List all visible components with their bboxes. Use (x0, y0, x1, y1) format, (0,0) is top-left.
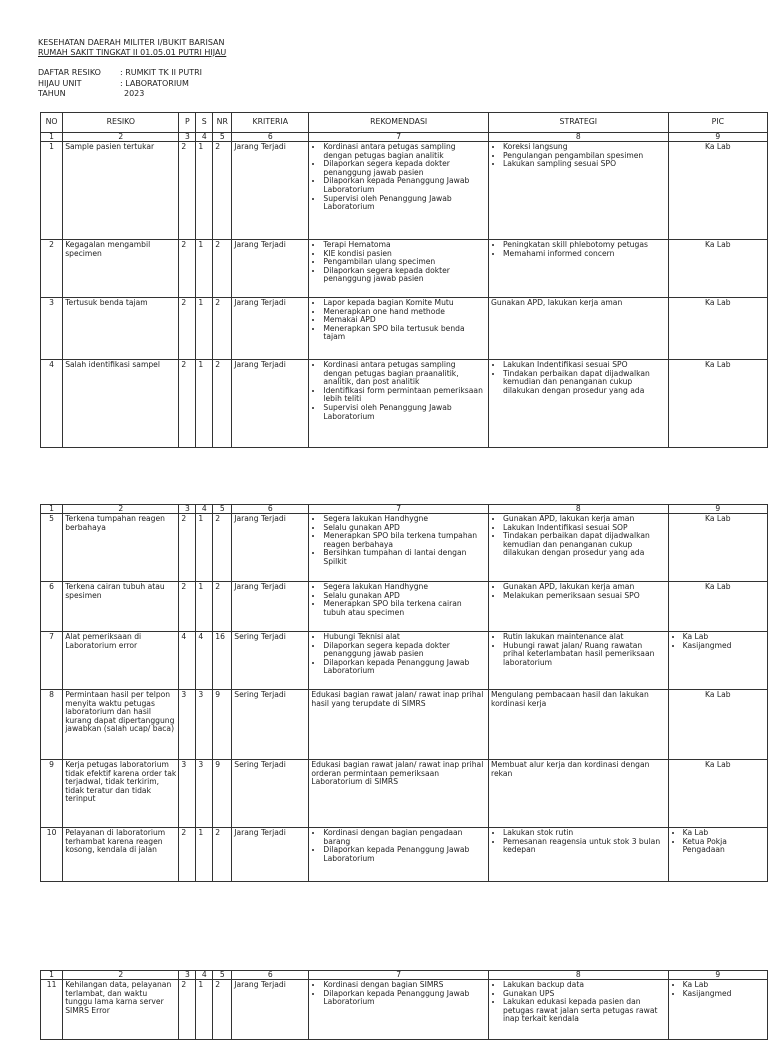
rekomendasi-cell-list (311, 361, 486, 421)
bullet-item: • Supervisi oleh Penanggung Jawab Laboratorium (323, 195, 486, 212)
col-header: S (196, 113, 213, 133)
bullet-item: • Segera lakukan Handhygne (323, 515, 486, 524)
resiko-cell: Kehilangan data, pelayanan terlambat, dan waktu tunggu lama karna server SIMRS Error (63, 980, 179, 1040)
nr-cell: 2 (213, 980, 232, 1040)
p-cell: 2 (179, 142, 196, 240)
pic-cell: Ka Lab (668, 514, 767, 582)
meta-block (38, 68, 202, 100)
kriteria-cell: Jarang Terjadi (232, 514, 309, 582)
s-cell: 1 (196, 240, 213, 298)
rekomendasi-cell (309, 828, 489, 882)
nr-cell: 2 (213, 298, 232, 360)
col-number: 8 (489, 133, 669, 142)
resiko-cell: Kegagalan mengambil specimen (63, 240, 179, 298)
bullet-item: • Kasijangmed (683, 642, 765, 651)
row-number: 3 (41, 298, 63, 360)
bullet-item: • Pemesanan reagensia untuk stok 3 bulan kedepan (503, 838, 666, 855)
s-cell: 1 (196, 582, 213, 632)
col-number: 1 (41, 505, 63, 514)
bullet-item: • Segera lakukan Handhygne (323, 583, 486, 592)
s-cell: 3 (196, 690, 213, 760)
table-row (41, 690, 768, 760)
col-number: 1 (41, 133, 63, 142)
kriteria-cell: Jarang Terjadi (232, 142, 309, 240)
rekomendasi-cell (309, 514, 489, 582)
rekomendasi-cell-list (311, 143, 486, 212)
bullet-item: • Melakukan pemeriksaan sesuai SPO (503, 592, 666, 601)
bullet-item: • Dilaporkan kepada Penanggung Jawab Laboratorium (323, 659, 486, 676)
bullet-item: • Kordinasi dengan bagian SIMRS (323, 981, 486, 990)
col-number: 3 (179, 505, 196, 514)
col-header: PIC (668, 113, 767, 133)
table-row (41, 360, 768, 448)
bullet-item: • Lakukan stok rutin (503, 829, 666, 838)
bullet-item: • Lakukan sampling sesuai SPO (503, 160, 666, 169)
row-number: 5 (41, 514, 63, 582)
resiko-cell: Pelayanan di laboratorium terhambat karena reagen kosong, kendala di jalan (63, 828, 179, 882)
kriteria-cell: Jarang Terjadi (232, 828, 309, 882)
col-header: NO (41, 113, 63, 133)
table-row (41, 142, 768, 240)
col-number: 2 (63, 505, 179, 514)
strategi-cell (489, 828, 669, 882)
document-header (38, 38, 226, 57)
resiko-cell: Salah identifikasi sampel (63, 360, 179, 448)
rekomendasi-cell (309, 582, 489, 632)
risk-table-part-2 (40, 504, 768, 882)
row-number: 4 (41, 360, 63, 448)
bullet-item: • Lakukan Indentifikasi sesuai SPO (503, 361, 666, 370)
col-number: 8 (489, 971, 669, 980)
risk-table-part-3 (40, 970, 768, 1040)
col-number: 5 (213, 133, 232, 142)
strategi-cell-list (491, 633, 666, 667)
bullet-item: • Pengulangan pengambilan spesimen (503, 152, 666, 161)
p-cell: 2 (179, 582, 196, 632)
rekomendasi-cell-list (311, 829, 486, 863)
meta-key: TAHUN (38, 89, 66, 98)
bullet-item: • Gunakan UPS (503, 990, 666, 999)
bullet-item: • Ka Lab (683, 829, 765, 838)
bullet-item: • Memahami informed concern (503, 250, 666, 259)
bullet-item: • Dilaporkan kepada Penanggung Jawab Laboratorium (323, 177, 486, 194)
col-number: 2 (63, 971, 179, 980)
col-number: 4 (196, 505, 213, 514)
s-cell: 1 (196, 360, 213, 448)
s-cell: 3 (196, 760, 213, 828)
col-number: 5 (213, 505, 232, 514)
col-number: 3 (179, 971, 196, 980)
col-header: STRATEGI (489, 113, 669, 133)
pic-cell: Ka Lab (668, 298, 767, 360)
rekomendasi-cell: Edukasi bagian rawat jalan/ rawat inap prihal orderan permintaan pemeriksaan Laboratorium di SIMRS (309, 760, 489, 828)
bullet-item: • Gunakan APD, lakukan kerja aman (503, 583, 666, 592)
bullet-item: • Lapor kepada bagian Komite Mutu (323, 299, 486, 308)
col-number: 5 (213, 971, 232, 980)
col-number: 9 (668, 505, 767, 514)
p-cell: 3 (179, 760, 196, 828)
p-cell: 2 (179, 298, 196, 360)
meta-value: 2023 (124, 89, 145, 98)
bullet-item: • Gunakan APD, lakukan kerja aman (503, 515, 666, 524)
meta-key: DAFTAR RESIKO (38, 68, 101, 77)
p-cell: 3 (179, 690, 196, 760)
bullet-item: • Kordinasi antara petugas sampling dengan petugas bagian analitik (323, 143, 486, 160)
bullet-item: • Peningkatan skill phlebotomy petugas (503, 241, 666, 250)
rekomendasi-cell (309, 298, 489, 360)
col-header: P (179, 113, 196, 133)
bullet-item: • Tindakan perbaikan dapat dijadwalkan kemudian dan penanganan cukup dilakukan dengan prosedur yang ada (503, 532, 666, 558)
col-number: 6 (232, 133, 309, 142)
col-number: 4 (196, 133, 213, 142)
strategi-cell-list (491, 143, 666, 169)
meta-value: : LABORATORIUM (120, 78, 189, 88)
table-row (41, 760, 768, 828)
bullet-item: • Tindakan perbaikan dapat dijadwalkan kemudian dan penanganan cukup dilakukan dengan prosedur yang ada (503, 370, 666, 396)
rekomendasi-cell: Edukasi bagian rawat jalan/ rawat inap prihal hasil yang terupdate di SIMRS (309, 690, 489, 760)
p-cell: 2 (179, 240, 196, 298)
table-row (41, 582, 768, 632)
col-number: 6 (232, 505, 309, 514)
bullet-item: • Koreksi langsung (503, 143, 666, 152)
column-number-row (41, 505, 768, 514)
resiko-cell: Kerja petugas laboratorium tidak efektif karena order tak terjadwal, tidak terkirim, tidak teratur dan tidak terinput (63, 760, 179, 828)
bullet-item: • Menerapkan one hand methode (323, 308, 486, 317)
bullet-item: • Hubungi rawat jalan/ Ruang rawatan prihal keterlambatan hasil pemeriksaan laboratorium (503, 642, 666, 668)
s-cell: 1 (196, 514, 213, 582)
col-header: REKOMENDASI (309, 113, 489, 133)
rekomendasi-cell-list (311, 299, 486, 342)
resiko-cell: Terkena cairan tubuh atau spesimen (63, 582, 179, 632)
row-number: 11 (41, 980, 63, 1040)
row-number: 9 (41, 760, 63, 828)
resiko-cell: Permintaan hasil per telpon menyita waktu petugas laboratorium dan hasil kurang dapat dipertanggung jawabkan (salah ucap/ baca) (63, 690, 179, 760)
bullet-item: • Ka Lab (683, 633, 765, 642)
kriteria-cell: Sering Terjadi (232, 632, 309, 690)
pic-cell: Ka Lab (668, 142, 767, 240)
meta-row (38, 79, 202, 90)
pic-cell (668, 632, 767, 690)
s-cell: 1 (196, 980, 213, 1040)
nr-cell: 2 (213, 828, 232, 882)
pic-cell: Ka Lab (668, 760, 767, 828)
col-number: 1 (41, 971, 63, 980)
table-row (41, 514, 768, 582)
meta-row (38, 68, 202, 79)
table-row (41, 632, 768, 690)
pic-cell: Ka Lab (668, 582, 767, 632)
rekomendasi-cell-list (311, 633, 486, 676)
nr-cell: 2 (213, 360, 232, 448)
bullet-item: • Dilaporkan segera kepada dokter penanggung jawab pasien (323, 160, 486, 177)
bullet-item: • Ka Lab (683, 981, 765, 990)
bullet-item: • Menerapkan SPO bila terkena tumpahan reagen berbahaya (323, 532, 486, 549)
strategi-cell-list (491, 981, 666, 1024)
strategi-cell: Gunakan APD, lakukan kerja aman (489, 298, 669, 360)
table-row (41, 240, 768, 298)
column-number-row (41, 971, 768, 980)
row-number: 8 (41, 690, 63, 760)
nr-cell: 2 (213, 514, 232, 582)
pic-cell (668, 980, 767, 1040)
col-number: 7 (309, 505, 489, 514)
row-number: 7 (41, 632, 63, 690)
bullet-item: • Selalu gunakan APD (323, 524, 486, 533)
kriteria-cell: Jarang Terjadi (232, 298, 309, 360)
bullet-item: • Memakai APD (323, 316, 486, 325)
rekomendasi-cell (309, 240, 489, 298)
table-row (41, 828, 768, 882)
risk-table-part-1 (40, 112, 768, 448)
row-number: 10 (41, 828, 63, 882)
rekomendasi-cell-list (311, 981, 486, 1007)
rekomendasi-cell (309, 142, 489, 240)
strategi-cell (489, 980, 669, 1040)
strategi-cell (489, 360, 669, 448)
bullet-item: • Pengambilan ulang specimen (323, 258, 486, 267)
rekomendasi-cell (309, 980, 489, 1040)
s-cell: 1 (196, 298, 213, 360)
bullet-item: • Lakukan Indentifikasi sesuai SOP (503, 524, 666, 533)
kriteria-cell: Jarang Terjadi (232, 980, 309, 1040)
p-cell: 2 (179, 514, 196, 582)
nr-cell: 16 (213, 632, 232, 690)
pic-cell (668, 828, 767, 882)
col-number: 7 (309, 133, 489, 142)
bullet-item: • Menerapkan SPO bila tertusuk benda tajam (323, 325, 486, 342)
pic-cell: Ka Lab (668, 240, 767, 298)
kriteria-cell: Jarang Terjadi (232, 582, 309, 632)
meta-key: HIJAU UNIT (38, 78, 82, 88)
strategi-cell-list (491, 583, 666, 600)
strategi-cell-list (491, 515, 666, 558)
strategi-cell: Mengulang pembacaan hasil dan lakukan kordinasi kerja (489, 690, 669, 760)
table-row (41, 980, 768, 1040)
bullet-item: • Selalu gunakan APD (323, 592, 486, 601)
bullet-item: • Menerapkan SPO bila terkena cairan tubuh atau specimen (323, 600, 486, 617)
s-cell: 1 (196, 828, 213, 882)
bullet-item: • Rutin lakukan maintenance alat (503, 633, 666, 642)
col-number: 3 (179, 133, 196, 142)
col-header: RESIKO (63, 113, 179, 133)
p-cell: 2 (179, 980, 196, 1040)
kriteria-cell: Sering Terjadi (232, 690, 309, 760)
col-number: 2 (63, 133, 179, 142)
bullet-item: • Kordinasi antara petugas sampling dengan petugas bagian praanalitik, analitik, dan post analitik (323, 361, 486, 387)
bullet-item: • Kasijangmed (683, 990, 765, 999)
pic-cell-list (671, 829, 765, 855)
bullet-item: • Dilaporkan kepada Penanggung Jawab Laboratorium (323, 846, 486, 863)
col-number: 9 (668, 133, 767, 142)
kriteria-cell: Jarang Terjadi (232, 240, 309, 298)
pic-cell: Ka Lab (668, 690, 767, 760)
rekomendasi-cell (309, 360, 489, 448)
kriteria-cell: Jarang Terjadi (232, 360, 309, 448)
row-number: 2 (41, 240, 63, 298)
strategi-cell (489, 142, 669, 240)
col-header: NR (213, 113, 232, 133)
pic-cell-list (671, 981, 765, 998)
bullet-item: • Lakukan backup data (503, 981, 666, 990)
rekomendasi-cell-list (311, 583, 486, 617)
nr-cell: 2 (213, 240, 232, 298)
pic-cell-list (671, 633, 765, 650)
resiko-cell: Sample pasien tertukar (63, 142, 179, 240)
p-cell: 2 (179, 360, 196, 448)
col-number: 6 (232, 971, 309, 980)
strategi-cell-list (491, 829, 666, 855)
rekomendasi-cell-list (311, 241, 486, 284)
meta-value: : RUMKIT TK II PUTRI (120, 68, 203, 77)
bullet-item: • Kordinasi dengan bagian pengadaan barang (323, 829, 486, 846)
p-cell: 4 (179, 632, 196, 690)
col-number: 7 (309, 971, 489, 980)
bullet-item: • Supervisi oleh Penanggung Jawab Laboratorium (323, 404, 486, 421)
col-number: 8 (489, 505, 669, 514)
bullet-item: • Ketua Pokja Pengadaan (683, 838, 765, 855)
rekomendasi-cell-list (311, 515, 486, 567)
bullet-item: • Dilaporkan segera kepada dokter penanggung jawab pasien (323, 267, 486, 284)
strategi-cell-list (491, 241, 666, 258)
nr-cell: 2 (213, 142, 232, 240)
p-cell: 2 (179, 828, 196, 882)
row-number: 6 (41, 582, 63, 632)
resiko-cell: Terkena tumpahan reagen berbahaya (63, 514, 179, 582)
strategi-cell-list (491, 361, 666, 395)
bullet-item: • Lakukan edukasi kepada pasien dan petugas rawat jalan serta petugas rawat inap terkait kendala (503, 998, 666, 1024)
bullet-item: • KIE kondisi pasien (323, 250, 486, 259)
strategi-cell (489, 582, 669, 632)
strategi-cell (489, 240, 669, 298)
rekomendasi-cell (309, 632, 489, 690)
s-cell: 4 (196, 632, 213, 690)
col-header: KRITERIA (232, 113, 309, 133)
strategi-cell (489, 632, 669, 690)
nr-cell: 9 (213, 760, 232, 828)
row-number: 1 (41, 142, 63, 240)
kriteria-cell: Sering Terjadi (232, 760, 309, 828)
col-number: 9 (668, 971, 767, 980)
strategi-cell: Membuat alur kerja dan kordinasi dengan rekan (489, 760, 669, 828)
header-line-2: RUMAH SAKIT TINGKAT II 01.05.01 PUTRI HIJAU (38, 47, 227, 57)
pic-cell: Ka Lab (668, 360, 767, 448)
nr-cell: 9 (213, 690, 232, 760)
strategi-cell (489, 514, 669, 582)
table-row (41, 298, 768, 360)
resiko-cell: Tertusuk benda tajam (63, 298, 179, 360)
bullet-item: • Bersihkan tumpahan di lantai dengan Spilkit (323, 549, 486, 566)
bullet-item: • Dilaporkan segera kepada dokter penanggung jawab pasien (323, 642, 486, 659)
column-number-row (41, 133, 768, 142)
meta-row (38, 89, 202, 100)
bullet-item: • Hubungi Teknisi alat (323, 633, 486, 642)
col-number: 4 (196, 971, 213, 980)
bullet-item: • Dilaporkan kepada Penanggung Jawab Laboratorium (323, 990, 486, 1007)
nr-cell: 2 (213, 582, 232, 632)
resiko-cell: Alat pemeriksaan di Laboratorium error (63, 632, 179, 690)
header-line-1: KESEHATAN DAERAH MILITER I/BUKIT BARISAN (38, 38, 225, 47)
column-header-row (41, 113, 768, 133)
bullet-item: • Terapi Hematoma (323, 241, 486, 250)
s-cell: 1 (196, 142, 213, 240)
bullet-item: • Identifikasi form permintaan pemeriksaan lebih teliti (323, 387, 486, 404)
